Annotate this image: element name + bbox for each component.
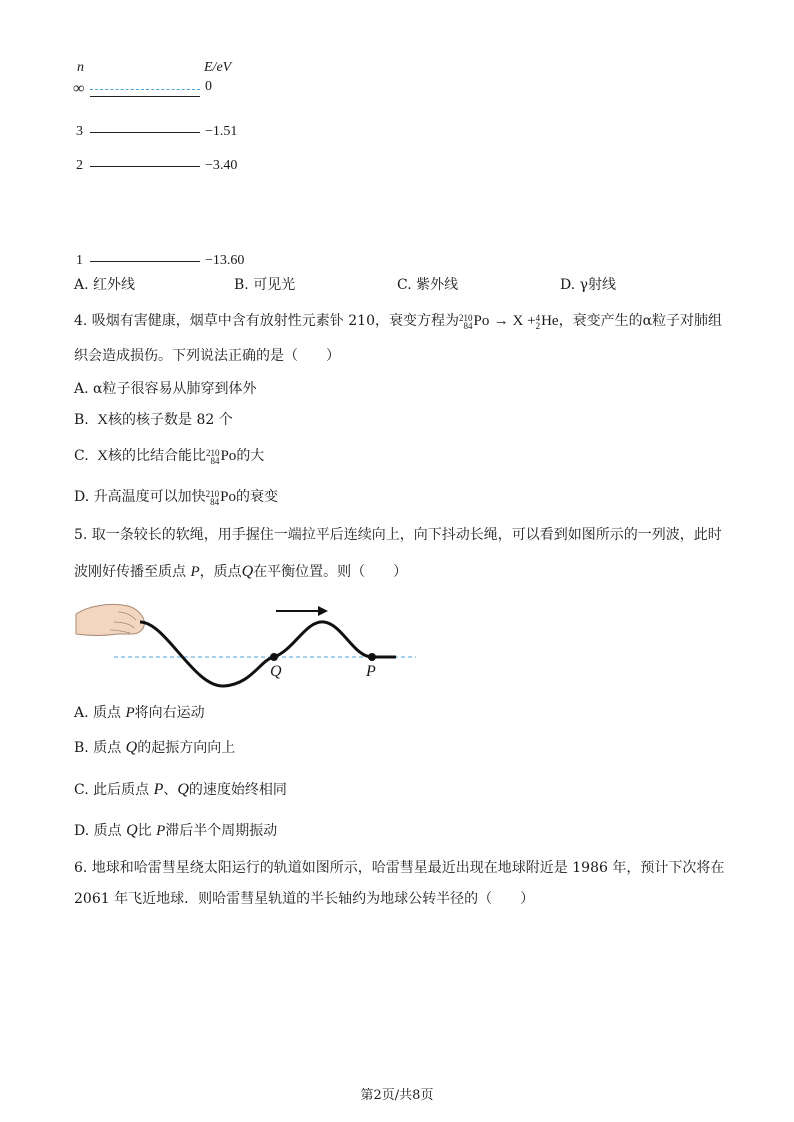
po-symbol: Po [220, 448, 237, 464]
q6-stem-line1: 6. 地球和哈雷彗星绕太阳运行的轨道如图所示，哈雷彗星最近出现在地球附近是 1986 年，预计下次将在 [74, 860, 725, 876]
q3-option-a[interactable]: A. 红外线 [74, 277, 136, 293]
he-nuclide [536, 311, 559, 331]
point-p-symbol: P [190, 564, 200, 580]
q4-option-d-text-end: 的衰变 [235, 489, 278, 505]
q5-option-d-text-mid: 比 [137, 823, 152, 839]
q5-option-d-text-end: 滞后半个周期振动 [165, 823, 278, 839]
po-nuclide [206, 487, 236, 507]
q5-option-a-text-end: 将向右运动 [134, 705, 205, 721]
level-2-line [90, 166, 200, 167]
po-mass-number: 210 [205, 488, 220, 499]
level-n-3: 3 [76, 124, 83, 139]
q5-option-b-text: B. 质点 [74, 740, 122, 756]
q4-option-c-text: 核的比结合能比 [107, 448, 206, 464]
q4-stem-text-a: 4. 吸烟有害健康，烟草中含有放射性元素钋 210，衰变方程为 [74, 313, 459, 329]
q5-stem-line2 [74, 562, 407, 582]
po-charge-number: 84 [463, 320, 473, 331]
q5-stem-line1: 5. 取一条较长的软绳，用手握住一端拉平后连续向上，向下抖动长绳，可以看到如图所示的一列波，此时 [74, 527, 722, 543]
q5-stem-text-c: 在平衡位置。则（ ） [253, 564, 408, 580]
he-symbol: He [541, 313, 559, 329]
propagation-arrow-head [318, 606, 328, 616]
point-q-symbol: Q [125, 739, 138, 756]
he-charge-number: 2 [535, 320, 541, 331]
q4-option-b-letter: B. [74, 412, 89, 428]
q5-option-c-text-end: 的速度始终相同 [188, 782, 287, 798]
level-3-line [90, 132, 200, 133]
point-q-label: Q [270, 663, 282, 680]
q5-stem-text-a: 波刚好传播至质点 [74, 564, 186, 580]
q4-option-a[interactable]: A. α粒子很容易从肺穿到体外 [74, 381, 257, 397]
point-p-symbol: P [153, 781, 164, 798]
q4-option-d-text: D. 升高温度可以加快 [74, 489, 206, 505]
q6-stem-line2: 2061 年飞近地球．则哈雷彗星轨道的半长轴约为地球公转半径的（ ） [74, 891, 535, 907]
point-p-dot [368, 653, 376, 661]
decay-arrow-x: → X + [493, 313, 536, 329]
q4-option-c[interactable] [74, 446, 264, 466]
q4-stem-line1 [74, 311, 722, 331]
level-infinity-line [90, 96, 200, 97]
q4-stem-line2: 织会造成损伤。下列说法正确的是（ ） [74, 348, 340, 364]
point-p-symbol: P [125, 705, 135, 721]
po-nuclide [206, 446, 236, 466]
level-1-line [90, 261, 200, 262]
point-p-label: P [366, 663, 376, 680]
po-symbol: Po [220, 489, 236, 505]
q5-option-d-text: D. 质点 [74, 823, 122, 839]
q5-option-c-text: C. 此后质点 [74, 782, 150, 798]
n-axis-label: n [77, 60, 84, 75]
level-infinity-dashed-line [90, 89, 200, 90]
x-nucleus: X [97, 448, 108, 464]
level-energy-infinity: 0 [205, 79, 212, 94]
point-q-symbol: Q [126, 822, 138, 839]
q5-option-a-text: A. 质点 [74, 705, 122, 721]
point-q-dot [270, 653, 278, 661]
point-q-symbol: Q [241, 563, 254, 580]
q4-stem-text-b: ，衰变产生的α粒子对肺组 [558, 313, 723, 329]
q5-option-a[interactable] [74, 703, 205, 723]
po-charge-number: 84 [210, 455, 220, 466]
level-energy-1: −13.60 [205, 253, 245, 268]
page-footer [0, 1084, 794, 1103]
po-mass-number: 210 [458, 312, 473, 323]
q5-option-b-text-end: 的起振方向向上 [137, 740, 236, 756]
point-q-symbol: Q [177, 781, 189, 798]
he-mass-number: 4 [535, 312, 541, 323]
q3-option-b[interactable]: B. 可见光 [234, 277, 296, 293]
po-mass-number: 210 [205, 447, 220, 458]
q4-option-d[interactable] [74, 487, 278, 507]
rope-wave-curve [140, 622, 396, 686]
po-charge-number: 84 [210, 496, 220, 507]
x-nucleus: X [97, 412, 109, 428]
q5-option-d[interactable] [74, 821, 277, 841]
q5-option-b[interactable] [74, 738, 235, 758]
q3-option-c[interactable]: C. 紫外线 [397, 277, 459, 293]
level-n-2: 2 [76, 158, 83, 173]
q4-option-c-text-end: 的大 [236, 448, 265, 464]
level-n-1: 1 [76, 253, 83, 268]
po-symbol: Po [473, 313, 490, 329]
q4-option-c-letter: C. [74, 448, 89, 464]
level-energy-3: −1.51 [205, 124, 238, 139]
po-nuclide [459, 311, 489, 331]
point-p-symbol: P [156, 823, 166, 839]
q5-option-c[interactable] [74, 780, 287, 800]
page-number: 第2页/共8页 [360, 1088, 434, 1103]
energy-axis-label: E/eV [204, 60, 232, 75]
q4-option-b[interactable] [74, 410, 233, 430]
hand-icon [76, 604, 144, 635]
q3-option-d[interactable]: D. γ射线 [560, 277, 616, 293]
q5-stem-text-b: ，质点 [199, 564, 242, 580]
level-n-infinity: ∞ [73, 80, 85, 97]
q4-option-b-text: 核的核子数是 82 个 [108, 412, 233, 428]
level-energy-2: −3.40 [205, 158, 238, 173]
q5-option-c-separator: 、 [163, 782, 178, 798]
